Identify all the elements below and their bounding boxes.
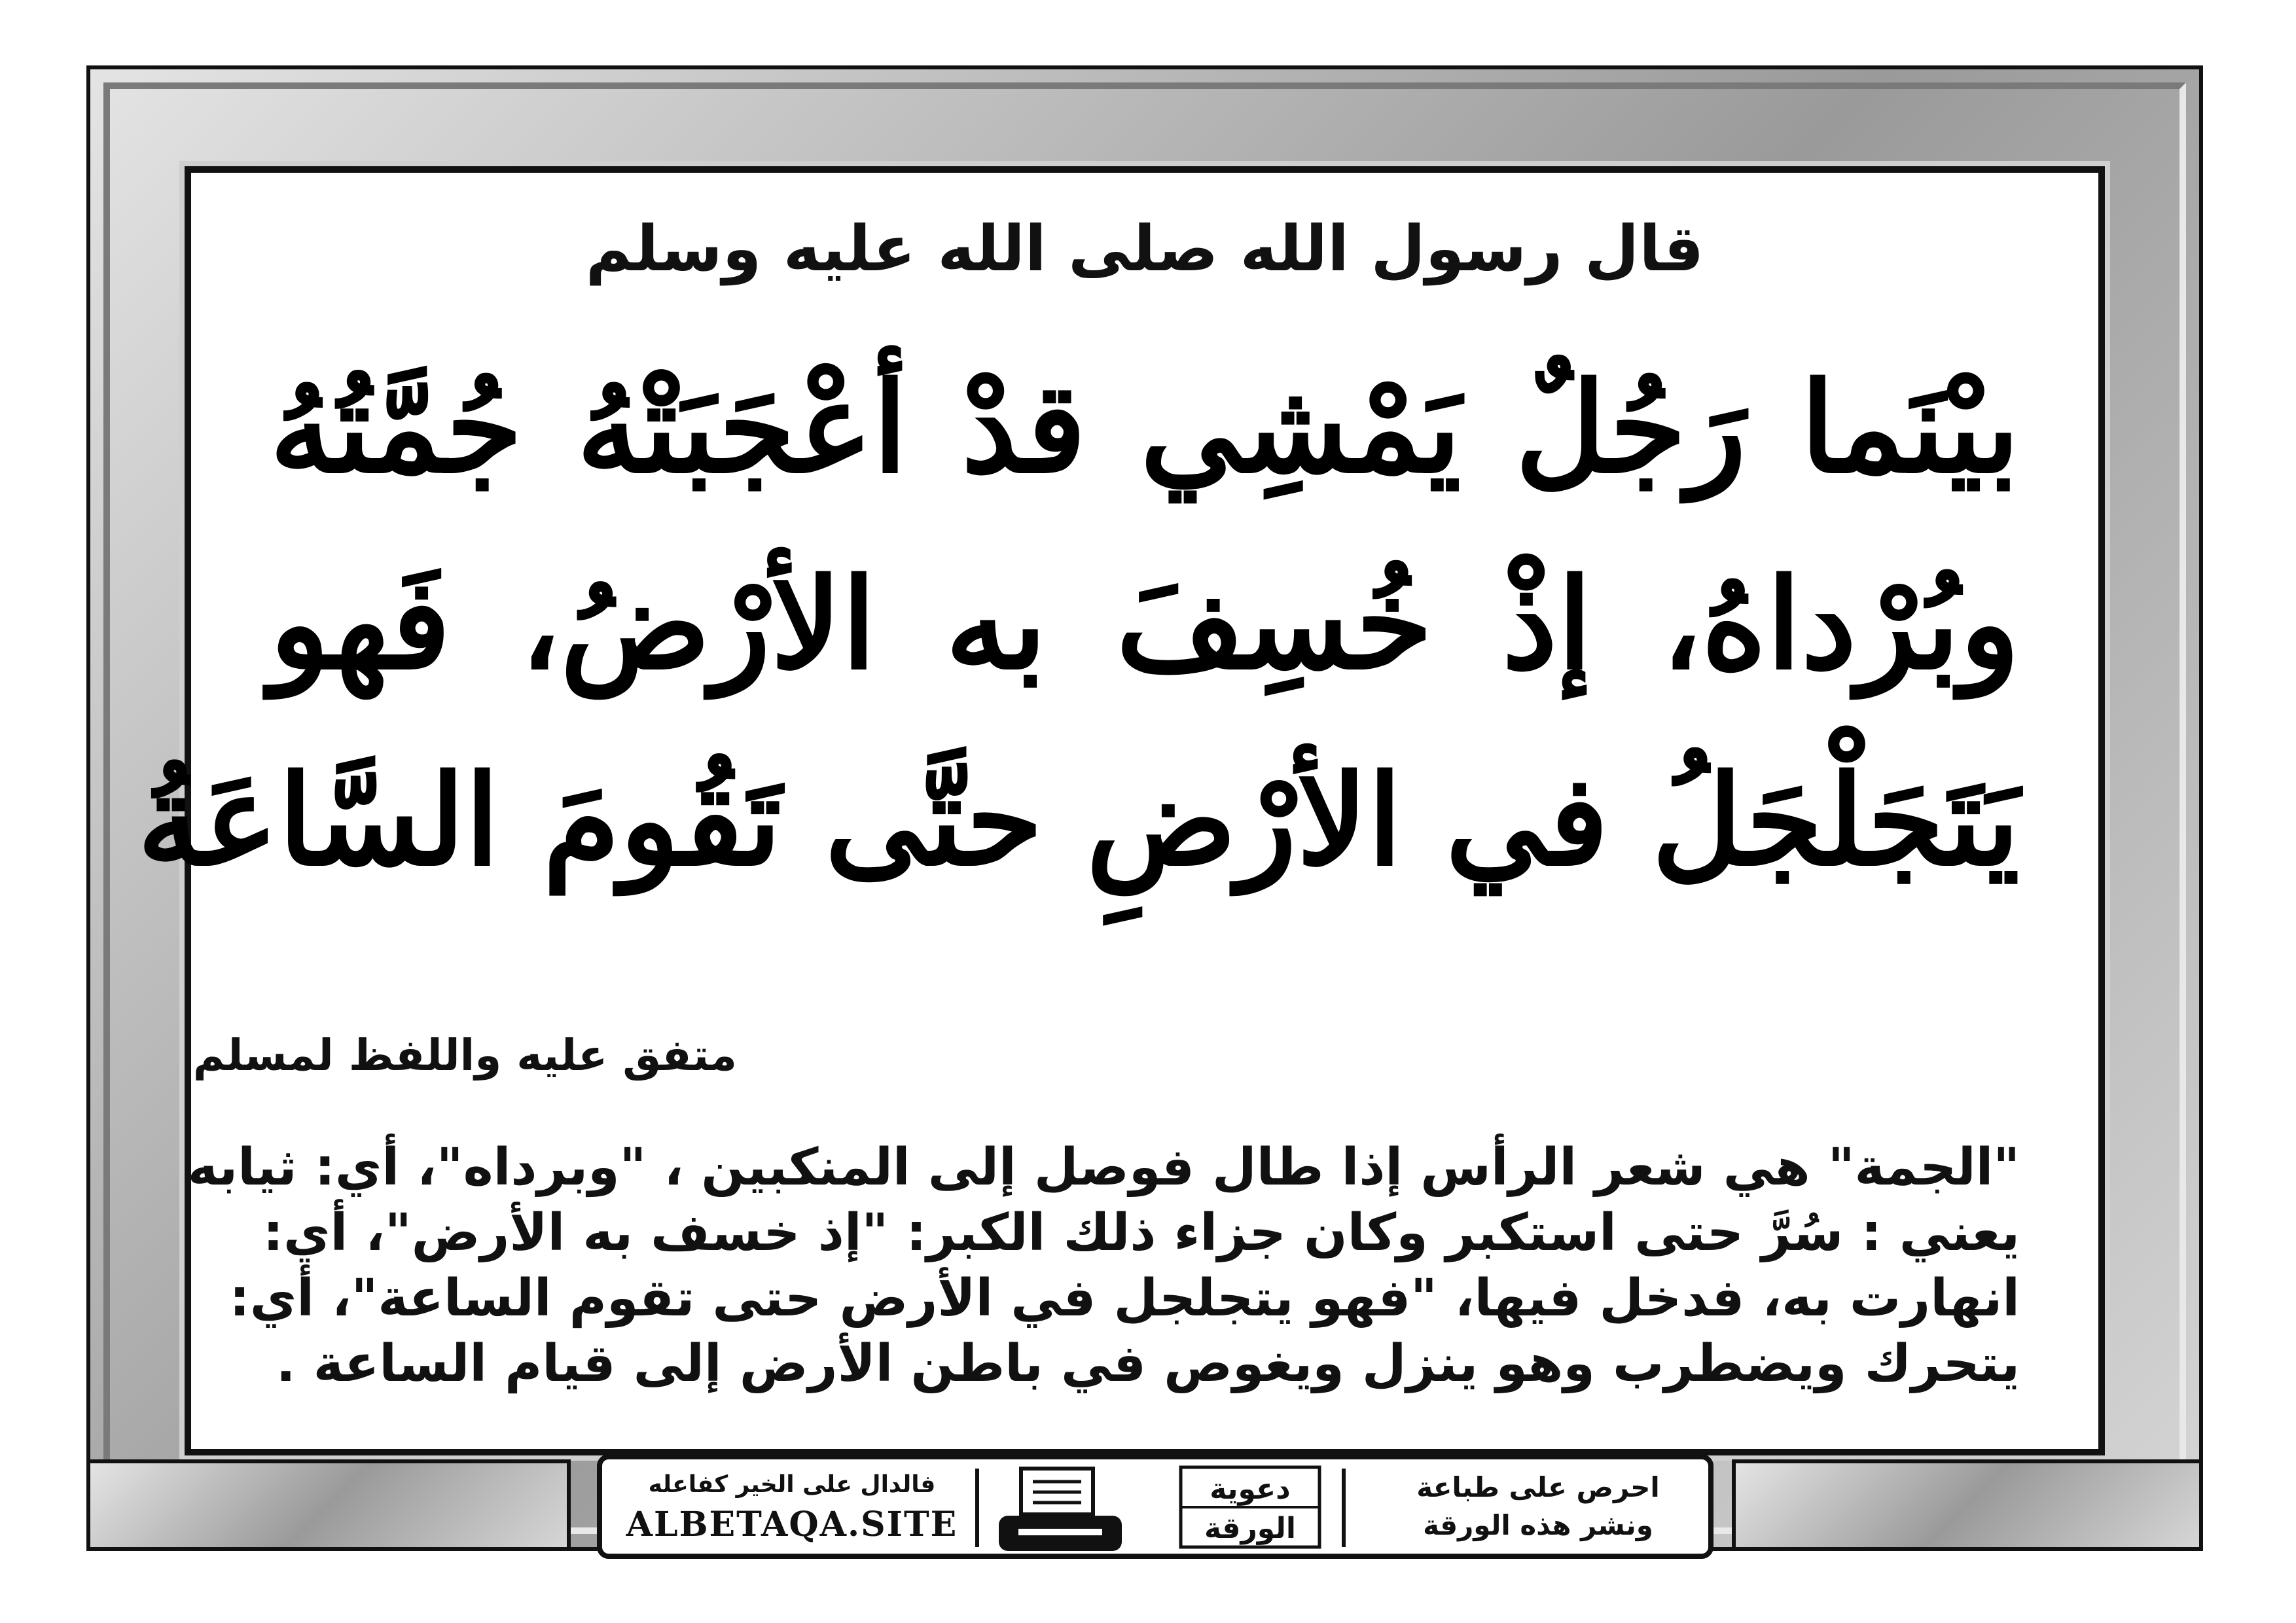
explanation-line: يتحرك ويضطرب وهو ينزل ويغوص في باطن الأرض إلى قيام الساعة . — [276, 1334, 2020, 1393]
footer-frame-left — [86, 1459, 571, 1551]
explanation-line: "الجمة" هي شعر الرأس إذا طال فوصل إلى المنكبين ، "وبرداه"، أي: ثيابه — [187, 1138, 2020, 1197]
hadith-source: متفق عليه واللفظ لمسلم — [192, 1030, 737, 1080]
site-tagline: فالدال على الخير كفاعله — [648, 1471, 936, 1498]
logo-word-bottom: الورقة — [1204, 1512, 1297, 1545]
print-call-line: احرص على طباعة — [1416, 1471, 1660, 1503]
intro-heading: قال رسول الله صلى الله عليه وسلم — [585, 212, 1704, 285]
footer-bar — [597, 1454, 1713, 1559]
dawah-paper-logo-icon — [1178, 1465, 1322, 1550]
explanation-line: يعني : سُرَّ حتى استكبر وكان جزاء ذلك الكبر: "إذ خسف به الأرض"، أي: — [262, 1204, 2020, 1262]
explanation-line: انهارت به، فدخل فيها، "فهو يتجلجل في الأرض حتى تقوم الساعة"، أي: — [229, 1269, 2020, 1328]
footer-divider — [1342, 1469, 1346, 1547]
hadith-line: بيْنَما رَجُلٌ يَمْشِي قدْ أعْجَبَتْهُ جُمَّتُهُ — [270, 355, 2020, 501]
hadith-line: وبُرْداهُ، إذْ خُسِفَ به الأرْضُ، فَهو — [270, 551, 2020, 697]
print-call-to-action — [1381, 1469, 1695, 1544]
site-block — [622, 1469, 962, 1548]
footer-divider — [975, 1469, 979, 1547]
site-url[interactable]: ALBETAQA.SITE — [626, 1505, 958, 1544]
share-call-line: ونشر هذه الورقة — [1423, 1509, 1653, 1541]
footer-frame-right — [1732, 1459, 2203, 1551]
hadith-text — [137, 330, 2020, 919]
logo-word-top: دعوية — [1210, 1472, 1291, 1506]
hadith-line: يَتَجَلْجَلُ في الأرْضِ حتَّى تَقُومَ السَّاعَةُ — [137, 747, 2020, 893]
explanation-text — [187, 1135, 2020, 1397]
content-panel — [137, 166, 2105, 1455]
printer-icon — [995, 1466, 1126, 1554]
